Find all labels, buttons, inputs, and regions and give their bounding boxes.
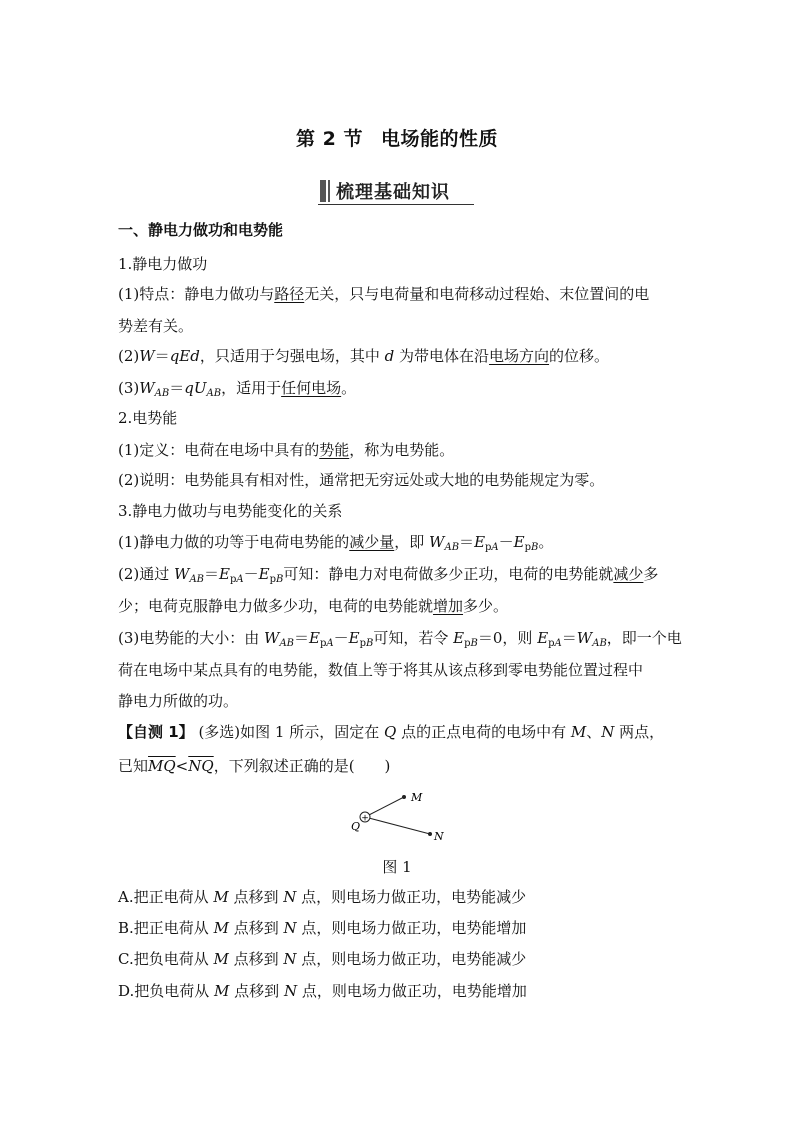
subheading-3: 3.静电力做功与电势能变化的关系: [118, 502, 343, 520]
paragraph-1-line-1: (1)特点：静电力做功与路径无关，只与电荷量和电荷移动过程始、末位置间的电: [118, 285, 650, 303]
option-b[interactable]: B.把正电荷从 M 点移到 N 点，则电场力做正功，电势能增加: [118, 919, 527, 937]
option-c[interactable]: C.把负电荷从 M 点移到 N 点，则电场力做正功，电势能减少: [118, 950, 527, 968]
paragraph-8-line-1: (3)电势能的大小：由 $W_{AB}=E_{pA}-E_{pB}$可知，若令 $E_{pB}=0$，则 $E_{pA}=W_{AB}$，即一个电: [118, 629, 682, 649]
option-a[interactable]: A.把正电荷从 M 点移到 N 点，则电场力做正功，电势能减少: [118, 888, 527, 906]
label-q: Q: [351, 820, 361, 833]
paragraph-6: (1)静电力做的功等于电荷电势能的减少量，即 $W_{AB}=E_{pA}-E_{pB}$。: [118, 533, 554, 553]
subheading-2: 2.电势能: [118, 409, 178, 427]
paragraph-1-line-2: 势差有关。: [118, 317, 194, 335]
line-qm: [365, 797, 404, 817]
figure-caption: 图 1: [382, 858, 412, 876]
section-title: [0, 124, 794, 151]
paragraph-8-line-3: 静电力所做的功。: [118, 692, 239, 710]
label-n: N: [434, 830, 444, 843]
paragraph-4: (1)定义：电荷在电场中具有的势能，称为电势能。: [118, 441, 455, 459]
paragraph-5: (2)说明：电势能具有相对性，通常把无穷远处或大地的电势能规定为零。: [118, 471, 605, 489]
question-line-1: 【自测 1】 (多选)如图 1 所示，固定在 Q 点的正点电荷的电场中有 M、N 两点，: [118, 723, 665, 741]
section-name: 电场能的性质: [380, 128, 498, 150]
paragraph-3: $(3)W_{AB}=qU_{AB}$，适用于任何电场。: [118, 379, 357, 399]
plus-sign: +: [361, 813, 369, 824]
heading-1: 一、静电力做功和电势能: [118, 221, 284, 239]
figure-1-diagram: [350, 786, 450, 846]
question-line-2: 已知$\overline{MQ}<\overline{NQ}$，下列叙述正确的是( ): [118, 757, 391, 775]
banner-bar-thin-icon: [328, 180, 330, 202]
subheading-1: 1.静电力做功: [118, 255, 208, 273]
banner-text: 梳理基础知识: [336, 182, 450, 203]
label-m: M: [411, 791, 423, 804]
banner-bar-icon: [320, 180, 326, 202]
paragraph-7-line-1: (2)通过 $W_{AB}=E_{pA}-E_{pB}$可知：静电力对电荷做多少正功，电荷的电势能就减少多: [118, 565, 659, 585]
point-m-icon: [402, 795, 406, 799]
paragraph-7-line-2: 少；电荷克服静电力做多少功，电荷的电势能就增加多少。: [118, 597, 509, 615]
question-tag: 【自测 1】: [118, 723, 194, 741]
line-qn: [365, 817, 430, 834]
section-number: 第 2 节: [296, 128, 363, 150]
paragraph-8-line-2: 荷在电场中某点具有的电势能，数值上等于将其从该点移到零电势能位置过程中: [118, 661, 644, 679]
paragraph-2: (2)W＝qEd，只适用于匀强电场，其中 d 为带电体在沿电场方向的位移。: [118, 347, 610, 365]
point-n-icon: [428, 832, 432, 836]
section-banner: [318, 178, 474, 205]
option-d[interactable]: D.把负电荷从 M 点移到 N 点，则电场力做正功，电势能增加: [118, 982, 527, 1000]
